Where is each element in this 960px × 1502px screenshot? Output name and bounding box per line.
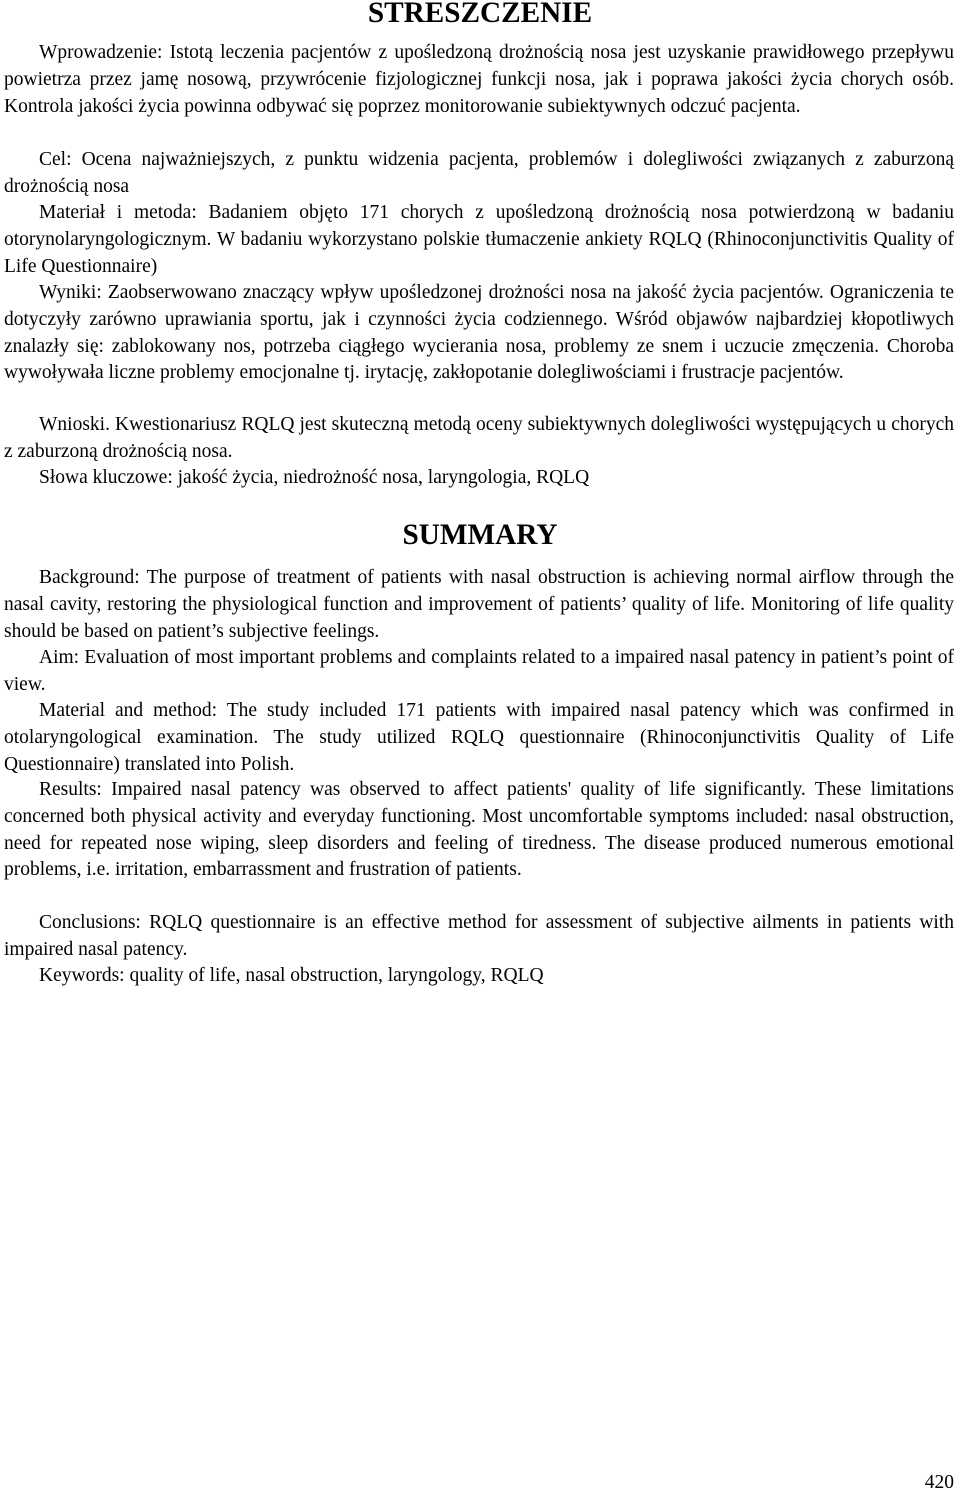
streszczenie-results-paragraph: Wyniki: Zaobserwowano znaczący wpływ upośledzonej drożności nosa na jakość życia pacjentów. Ograniczenia te dotyczyły zarówno uprawiania sportu, jak i czynności życia codziennego. Wśród objawów najbardziej kłopotliwych znalazły się: zablokowany nos, potrzeba ciągłego wycierania nosa, problemy ze snem i uczucie zmęczenia. Choroba wywoływała liczne problemy emocjonalne tj. irytację, zakłopotanie dolegliwościami i frustracje pacjentów. <box>4 282 954 384</box>
streszczenie-method-paragraph: Materiał i metoda: Badaniem objęto 171 chorych z upośledzoną drożnością nosa potwierdzoną w badaniu otorynolaryngologicznym. W badaniu wykorzystano polskie tłumaczenie ankiety RQLQ (Rhinoconjunctivitis Quality of Life Questionnaire) <box>4 202 954 277</box>
summary-keywords-paragraph: Keywords: quality of life, nasal obstruction, laryngology, RQLQ <box>39 965 544 986</box>
streszczenie-heading: STRESZCZENIE <box>367 0 593 29</box>
summary-results-paragraph: Results: Impaired nasal patency was observed to affect patients' quality of life significantly. These limitations concerned both physical activity and everyday functioning. Most uncomfortable symptoms included: nasal obstruction, need for repeated nose wiping, sleep disorders and feeling of tiredness. The disease produced numerous emotional problems, i.e. irritation, embarrassment and frustration of patients. <box>4 779 954 881</box>
streszczenie-intro-paragraph: Wprowadzenie: Istotą leczenia pacjentów z upośledzoną drożnością nosa jest uzyskanie prawidłowego przepływu powietrza przez jamę nosową, przywrócenie fizjologicznej funkcji nosa, jak i poprawa jakości życia chorych osób. Kontrola jakości życia powinna odbywać się poprzez monitorowanie subiektywnych odczuć pacjenta. <box>4 42 954 117</box>
streszczenie-aim-paragraph: Cel: Ocena najważniejszych, z punktu widzenia pacjenta, problemów i dolegliwości związanych z zaburzoną drożnością nosa <box>4 149 954 197</box>
streszczenie-conclusions-paragraph: Wnioski. Kwestionariusz RQLQ jest skuteczną metodą oceny subiektywnych dolegliwości występujących u chorych z zaburzoną drożnością nosa. <box>4 414 954 462</box>
summary-method-paragraph: Material and method: The study included 171 patients with impaired nasal patency which was confirmed in otolaryngological examination. The study utilized RQLQ questionnaire (Rhinoconjunctivitis Quality of Life Questionnaire) translated into Polish. <box>4 700 954 775</box>
summary-aim-paragraph: Aim: Evaluation of most important problems and complaints related to a impaired nasal patency in patient’s point of view. <box>4 647 954 695</box>
streszczenie-keywords-paragraph: Słowa kluczowe: jakość życia, niedrożność nosa, laryngologia, RQLQ <box>39 467 590 488</box>
page-number: 420 <box>924 1472 954 1493</box>
summary-heading: SUMMARY <box>402 519 558 551</box>
summary-conclusions-paragraph: Conclusions: RQLQ questionnaire is an effective method for assessment of subjective ailments in patients with impaired nasal patency. <box>4 912 954 960</box>
summary-background-paragraph: Background: The purpose of treatment of patients with nasal obstruction is achieving normal airflow through the nasal cavity, restoring the physiological function and improvement of patients’ quality of life. Monitoring of life quality should be based on patient’s subjective feelings. <box>4 567 954 642</box>
